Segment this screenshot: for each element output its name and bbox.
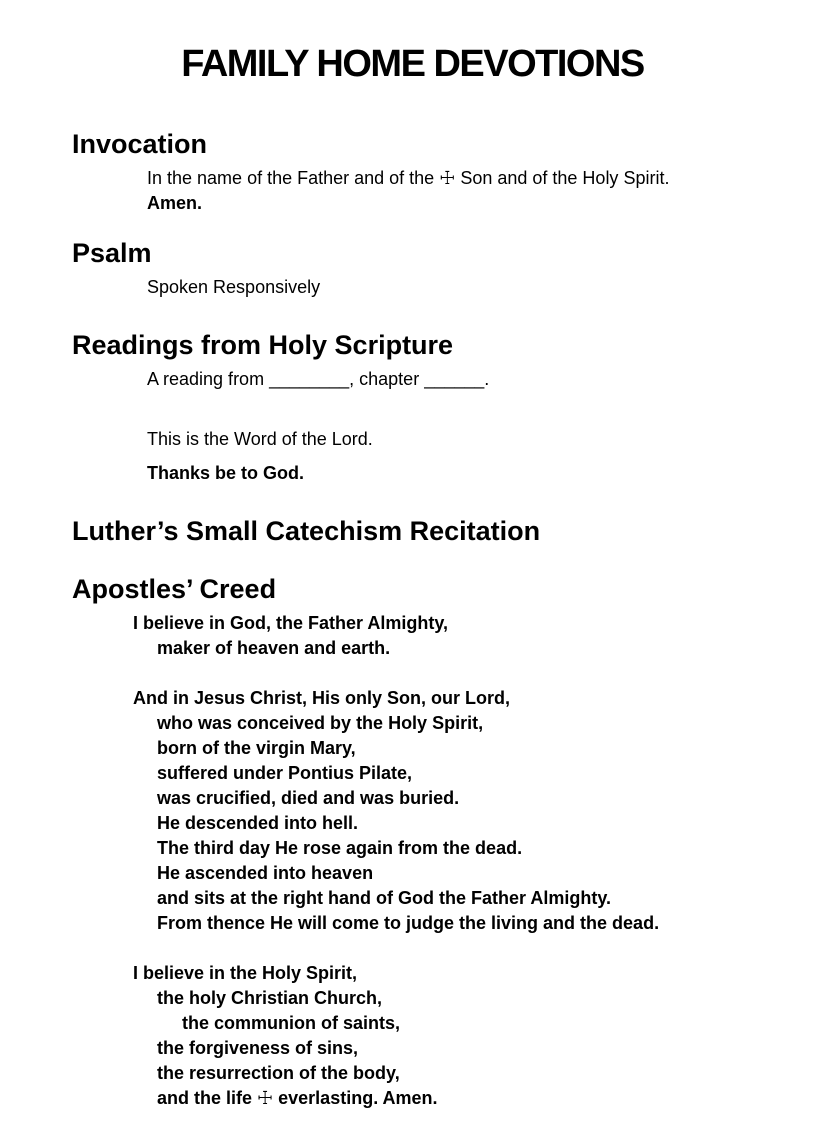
creed-line: suffered under Pontius Pilate, <box>157 763 413 783</box>
creed-stanza-3 <box>72 961 753 1111</box>
creed-line: was crucified, died and was buried. <box>157 788 460 808</box>
creed-line: I believe in God, the Father Almighty, <box>133 613 449 633</box>
creed-line: the communion of saints, <box>182 1013 401 1033</box>
creed-line: He descended into hell. <box>157 813 359 833</box>
creed-line: maker of heaven and earth. <box>157 638 391 658</box>
creed-heading: Apostles’ Creed <box>72 574 277 604</box>
document-title: FAMILY HOME DEVOTIONS <box>181 43 644 85</box>
creed-line: the holy Christian Church, <box>157 988 383 1008</box>
readings-fill-in-line: A reading from ________, chapter ______. <box>147 369 490 389</box>
section-invocation <box>72 129 753 216</box>
section-creed <box>72 574 753 1111</box>
creed-stanza-1 <box>72 611 753 661</box>
invocation-body <box>147 166 753 216</box>
section-psalm <box>72 238 753 300</box>
creed-line: and the life ☩ everlasting. Amen. <box>157 1088 438 1108</box>
creed-line: who was conceived by the Holy Spirit, <box>157 713 484 733</box>
invocation-versicle: In the name of the Father and of the ☩ Son and of the Holy Spirit. <box>147 168 670 188</box>
creed-line: and sits at the right hand of God the Father Almighty. <box>157 888 612 908</box>
creed-line: the forgiveness of sins, <box>157 1038 359 1058</box>
catechism-heading: Luther’s Small Catechism Recitation <box>72 516 541 546</box>
creed-line: born of the virgin Mary, <box>157 738 356 758</box>
creed-line: And in Jesus Christ, His only Son, our Lord, <box>133 688 511 708</box>
creed-line: From thence He will come to judge the living and the dead. <box>157 913 660 933</box>
creed-line: the resurrection of the body, <box>157 1063 400 1083</box>
creed-line: I believe in the Holy Spirit, <box>133 963 358 983</box>
readings-heading: Readings from Holy Scripture <box>72 330 454 360</box>
section-readings <box>72 330 753 486</box>
psalm-note: Spoken Responsively <box>147 277 321 297</box>
invocation-response: Amen. <box>147 193 203 213</box>
creed-stanza-2 <box>72 686 753 936</box>
readings-response: Thanks be to God. <box>147 463 305 483</box>
section-catechism <box>72 516 753 546</box>
readings-versicle: This is the Word of the Lord. <box>147 429 373 449</box>
creed-line: The third day He rose again from the dead. <box>157 838 523 858</box>
creed-line: He ascended into heaven <box>157 863 374 883</box>
psalm-heading: Psalm <box>72 238 152 268</box>
invocation-heading: Invocation <box>72 129 208 159</box>
